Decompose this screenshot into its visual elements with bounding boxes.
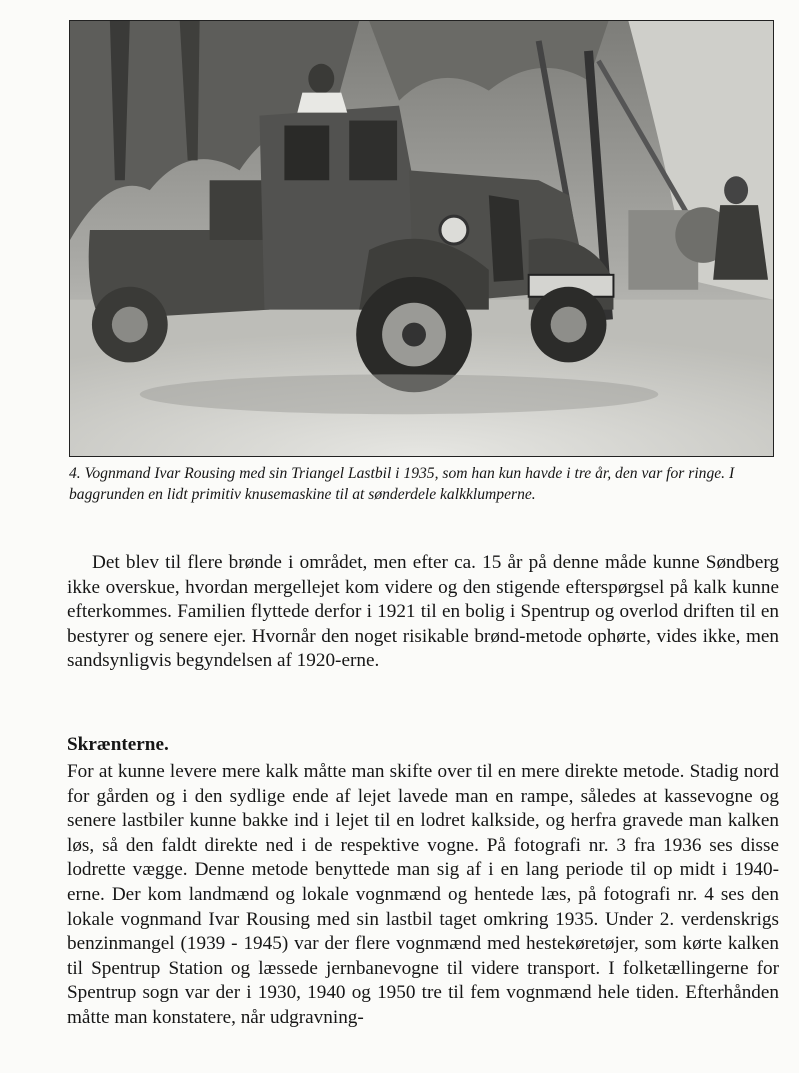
photo-caption: 4. Vognmand Ivar Rousing med sin Triangel Lastbil i 1935, som han kun havde i tre år, den var for ringe. I baggrunden en lidt primitiv knusemaskine til at sønderdele kalkklumperne. xyxy=(69,465,735,503)
body-paragraph-1: Det blev til flere brønde i området, men efter ca. 15 år på denne måde kunne Søndberg ikke overskue, hvordan mergellejet kom videre og den stigende efterspørgsel på kalk kunne efterkommes. Familien flyttede derfor i 1921 til en bolig i Spentrup og overlod driften til en bestyrer og senere ejer. Hvornår den noget risikable brønd-metode ophørte, vides ikke, men sandsynligvis begyndelsen af 1920-erne. xyxy=(67,552,779,672)
body-paragraph-2: For at kunne levere mere kalk måtte man skifte over til en mere direkte metode. Stadig nord for gården og i den sydlige ende af lejet lavede man en rampe, således at kassevogne og senere lastbiler kunne bakke ind i lejet til en lodret kalkside, og herfra gravede man kalken løs, så den faldt direkte ned i de respektive vogne. På fotografi nr. 3 fra 1936 ses disse lodrette vægge. Denne metode benyttede man sig af i en lang periode til op midt i 1940-erne. Der kom landmænd og lokale vognmænd og hentede læs, på fotografi nr. 4 ses den lokale vognmand Ivar Rousing med sin lastbil taget omkring 1935. Under 2. verdenskrigs benzinmangel (1939 - 1945) var der flere vognmænd med hestekøretøjer, som kørte kalken til Spentrup Station og læssede jernbanevogne til videre transport. I folketællingerne for Spentrup sogn var der i 1930, 1940 og 1950 tre til fem vognmænd hele tiden. Efterhånden måtte man konstatere, når udgravning- xyxy=(67,761,779,1028)
truck-photo-illustration xyxy=(70,21,773,456)
truck-photo xyxy=(69,20,774,457)
section-heading: Skrænterne. xyxy=(67,734,169,755)
